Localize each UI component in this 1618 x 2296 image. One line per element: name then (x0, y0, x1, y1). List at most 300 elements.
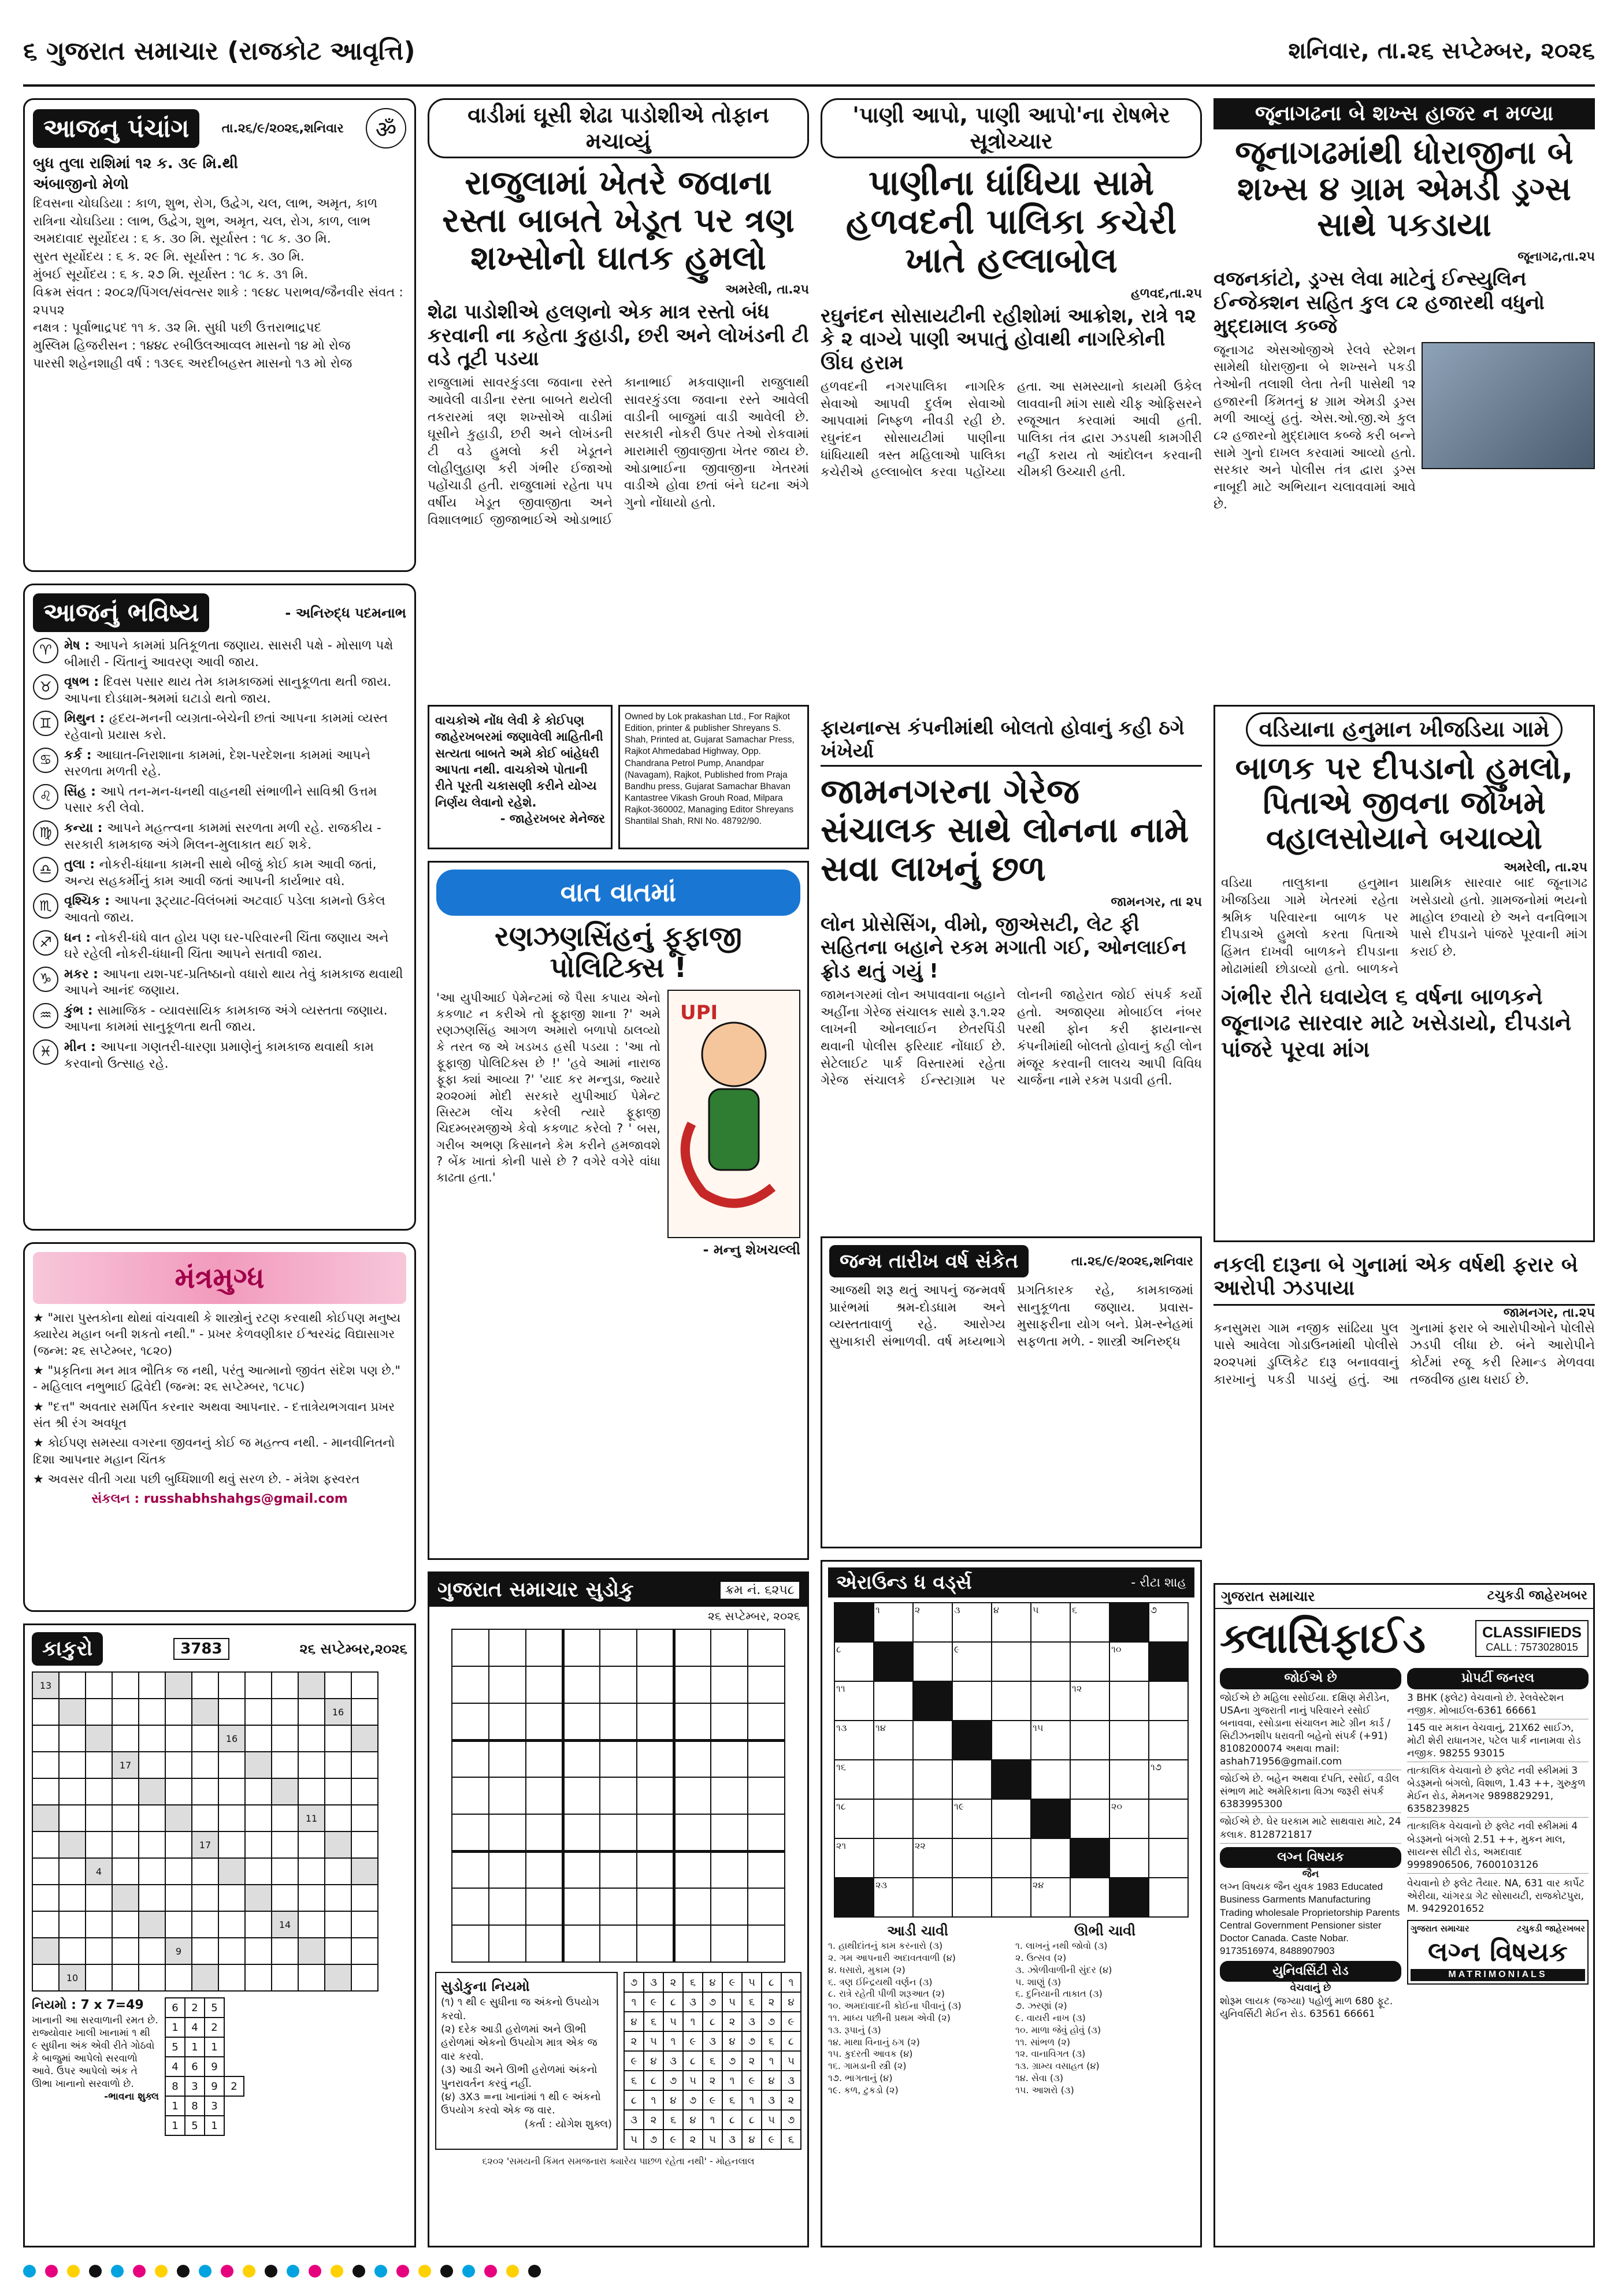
sudoku-answer-cell: ૨ (781, 2090, 801, 2110)
sudoku-cell (748, 1629, 785, 1666)
sudoku-cell (600, 1925, 637, 1962)
kakuro-solution-cell: 9 (205, 2057, 224, 2076)
kakuro-cell (245, 1964, 272, 1991)
rashi-row (33, 930, 406, 963)
sudoku-answer-cell: ૨ (742, 2051, 762, 2071)
mantra-contact: સંકલન : russhabhshahgs@gmail.com (91, 1492, 348, 1507)
sudoku-answer-cell: ૨ (663, 1972, 683, 1992)
crossword-cell (913, 1681, 952, 1721)
kakuro-cell: 17 (112, 1752, 139, 1778)
kakuro-cell (86, 1911, 112, 1938)
sudoku-date: ૨૬ સપ્ટેમ્બર, ૨૦૨૬ (708, 1609, 800, 1623)
crossword-cell (992, 1642, 1031, 1681)
kakuro-cell (272, 1699, 298, 1725)
rashi-text: વૃષભ : દિવસ પસાર થાય તેમ કામકાજમાં સાનુકૂળતા થતી જાય. આપના દોડધામ-શ્રમમાં ઘટાડો થતો જાય. (64, 675, 392, 706)
story-junagadh (1214, 98, 1595, 699)
sudoku-answer-cell: ૫ (742, 1972, 762, 1992)
crossword-cell: ૧૧ (834, 1681, 874, 1721)
crossword-cell: ૧૩ (834, 1721, 874, 1760)
notice-line: જાહેરખબરમાં જણાવેલી માહિતીની (435, 730, 603, 744)
sudoku-answer-cell: ૬ (742, 1992, 762, 2012)
kakuro-grid (32, 1671, 378, 1992)
kakuro-cell (165, 1805, 192, 1831)
sudoku-answer-cell: ૩ (762, 2090, 781, 2110)
cartoon-caption: UPI (680, 1001, 718, 1024)
kakuro-cell (112, 1725, 139, 1752)
sudoku-answer-cell: ૫ (703, 2130, 722, 2149)
sudoku-answer-cell: ૩ (644, 1972, 663, 1992)
crossword-title: એરાઉન્ડ ધ વર્ડ્સ (836, 1571, 972, 1594)
sudoku-answer-cell: ૫ (722, 1992, 742, 2012)
vaat-author: - મન્નુ શેખચલ્લી (703, 1241, 800, 1258)
sudoku-cell (452, 1703, 489, 1740)
rashi-name: કન્યા : (64, 820, 107, 835)
story-jamnagar-body: જામનગરમાં લોન અપાવવાના બહાને અહીંના ગેરેજ સંચાલક સાથે રૂ.૧.૨૨ લાખની ઓનલાઈન છેતરપિંડી થવાની પોલીસ ફરિયાદ નોંધાઈ છે. સેટેલાઈટ પાર્ક વિસ્તારમાં રહેતા ગેરેજ સંચાલકે ઈન્સ્ટાગ્રામ પર લોનની જાહેરાત જોઈ સંપર્ક કર્યો હતો. અજાણ્યા મોબાઈલ નંબર પરથી ફોન કરી ફાયનાન્સ કંપનીમાંથી બોલતો હોવાનું કહી લોન મંજૂર કરવાની લાલચ આપી વિવિધ ચાર્જના નામે રકમ પડાવી હતી. (821, 987, 1202, 1088)
crossword-cell (874, 1838, 913, 1878)
kakuro-cell (192, 1752, 218, 1778)
sudoku-cell (711, 1925, 748, 1962)
mantra-lines (33, 1310, 406, 1487)
sudoku-grid (451, 1629, 785, 1963)
panchang-date: તા.૨૬/૯/૨૦૨૬,શનિવાર (221, 121, 344, 136)
sudoku-cell (489, 1888, 526, 1925)
rashi-text: સિંહ : આપે તન-મન-ધનથી વાહનથી સંભાળીને સાવિશ્રી ઉત્તમ પસાર કરી લેવો. (64, 784, 377, 816)
kakuro-cell (32, 1858, 59, 1885)
kakuro-cell (218, 1699, 245, 1725)
panchang-line: મુંબઈ સૂર્યોદય : ૬ ક. ૨૭ મિ. સૂર્યાસ્ત : ૧૮ ક. ૩૧ મિ. (33, 267, 308, 282)
sudoku-cell (711, 1666, 748, 1703)
kakuro-cell (165, 1672, 192, 1699)
crossword-cell: ૭ (1149, 1603, 1188, 1642)
classified-col2 (1407, 1692, 1589, 1874)
sudoku-cell (674, 1925, 711, 1962)
panchang-lines (33, 153, 406, 373)
kakuro-cell (351, 1911, 378, 1938)
kakuro-solution-cell: 3 (205, 2096, 224, 2116)
kakuro-cell (86, 1938, 112, 1964)
kakuro-cell (112, 1911, 139, 1938)
across-clue: ૨. ગમ આપનારી અદાવતવાળી (૪) (828, 1952, 956, 1963)
lagna-ad-masthead: ગુજરાત સમાચાર (1411, 1923, 1469, 1934)
kakuro-cell (245, 1805, 272, 1831)
kakuro-cell (165, 1885, 192, 1911)
story-rajula-kicker: વાડીમાં ઘૂસી શેઢા પાડોશીએ તોફાન મચાવ્યું (428, 98, 809, 158)
notice-lines (435, 712, 605, 811)
story-junagadh-kicker: જૂનાગઢના બે શખ્સ હાજર ન મળ્યા (1214, 98, 1595, 129)
crossword-cell (1031, 1760, 1070, 1799)
kakuro-cell (112, 1699, 139, 1725)
sudoku-answer-cell: ૨ (644, 2110, 663, 2130)
sudoku-answer-cell: ૩ (683, 1992, 703, 2012)
kakuro-cell (218, 1911, 245, 1938)
classified-title: ક્લાસિફાઈડ (1220, 1614, 1426, 1662)
crossword-cell (1031, 1642, 1070, 1681)
kakuro-cell (245, 1725, 272, 1752)
story-halvad-headline: પાણીના ધાંધિયા સામે હળવદની પાલિકા કચેરી ખાતે હલ્લાબોલ (845, 163, 1177, 281)
sudoku-cell (674, 1629, 711, 1666)
rashi-row (33, 820, 406, 853)
kakuro-cell (32, 1964, 59, 1991)
sudoku-cell (637, 1814, 674, 1851)
sudoku-cell (674, 1888, 711, 1925)
kakuro-solution-cell: 1 (165, 2018, 185, 2037)
kakuro-cell (86, 1964, 112, 1991)
rashi-icon: ♓ (33, 1039, 58, 1065)
kakuro-cell (59, 1858, 86, 1885)
classified-ad: તાત્કાલિક વેચવાનો છે ફ્લેટ નવી સ્કીમમાં 4 બેડરૂમનો બંગલો 2.51 ++, મુકન માલ, સાયન્સ સીટી રોડ, અમદાવાદ 9998906506, 7600103126 (1407, 1820, 1589, 1873)
story-vadiya-kicker: વડિયાના હનુમાન ખીજડિયા ગામે (1246, 712, 1563, 746)
lagna-ad-title: લગ્ન વિષયક (1427, 1935, 1568, 1967)
crossword-cell: ૧૨ (1070, 1681, 1109, 1721)
across-clue: ૧૯. કળ, ટુકડો (૨) (828, 2084, 899, 2096)
kakuro-cell (351, 1885, 378, 1911)
rashi-row (33, 748, 406, 781)
janmadin-title: જન્મ તારીખ વર્ષ સંકેત (829, 1245, 1029, 1277)
story-nakli-dateline: જામનગર, તા.૨૫ (1503, 1305, 1595, 1320)
sudoku-cell (637, 1777, 674, 1814)
crossword-cell: ૩ (952, 1603, 992, 1642)
kakuro-cell (165, 1964, 192, 1991)
sudoku-answer-cell: ૧ (742, 2090, 762, 2110)
crossword-cell: ૬ (1070, 1603, 1109, 1642)
kakuro-cell (112, 1672, 139, 1699)
sudoku-answer-cell: ૪ (781, 1992, 801, 2012)
registration-dot (396, 2265, 409, 2278)
registration-dot (111, 2265, 124, 2278)
kakuro-cell (139, 1858, 165, 1885)
crossword-cell: ૧ (874, 1603, 913, 1642)
registration-dot (133, 2265, 146, 2278)
kakuro-cell (192, 1911, 218, 1938)
kakuro-cell (192, 1938, 218, 1964)
kakuro-solution-cell: 4 (185, 2018, 205, 2037)
sudoku-answer-cell: ૯ (624, 2051, 644, 2071)
panchang-box (23, 98, 416, 572)
kakuro-solution-cell: 2 (205, 2018, 224, 2037)
rashi-row (33, 784, 406, 817)
story-vadiya-subhead: ગંભીર રીતે ઘવાયેલ ૬ વર્ષના બાળકને જૂનાગઢ સારવાર માટે ખસેડાયો, દીપડાને પાંજરે પૂરવા માંગ (1221, 983, 1572, 1062)
kakuro-solution-cell: 8 (185, 2096, 205, 2116)
sudoku-rule: (૩) આડી અને ઊભી હરોળમાં અંકનો પુનરાવર્તન કરવું નહીં. (441, 2064, 598, 2090)
story-nakli-daru (1214, 1254, 1595, 1577)
kakuro-cell (245, 1938, 272, 1964)
story-vadiya (1214, 705, 1595, 1242)
panchang-line: વિક્રમ સંવત : ૨૦૮૨/પિંગલ/સંવત્સર શાકે : ૧૯૪૮ પરાભવ/જૈનવીર સંવત : ૨૫૫૨ (33, 285, 403, 318)
kakuro-solution-cell: 5 (205, 1998, 224, 2018)
story-rajula-dateline: અમરેલી, તા.૨૫ (725, 282, 809, 297)
rashi-name: ધન : (64, 930, 95, 945)
kakuro-cell (32, 1911, 59, 1938)
sudoku-cell (452, 1814, 489, 1851)
down-clue: ૧. લાખનું નથી જોવો (૩) (1015, 1940, 1108, 1952)
crossword-cell (874, 1642, 913, 1681)
kakuro-cell (351, 1752, 378, 1778)
page-header (23, 17, 1595, 87)
sudoku-answer-cell: ૭ (663, 2071, 683, 2090)
registration-dot (440, 2265, 453, 2278)
kakuro-cell: 4 (86, 1858, 112, 1885)
crossword-cell: ૧૭ (1149, 1760, 1188, 1799)
kakuro-cell (139, 1964, 165, 1991)
kakuro-cell (325, 1778, 351, 1805)
sudoku-answer-cell: ૪ (663, 2090, 683, 2110)
crossword-cell (1149, 1681, 1188, 1721)
registration-dot (484, 2265, 497, 2278)
sudoku-answer-cell: ૩ (663, 2051, 683, 2071)
rashi-icon: ♏ (33, 893, 58, 919)
sudoku-cell (748, 1777, 785, 1814)
kakuro-cell (325, 1885, 351, 1911)
sudoku-answer-cell: ૮ (762, 1972, 781, 1992)
kakuro-cell (139, 1885, 165, 1911)
sudoku-cell (637, 1703, 674, 1740)
sudoku-answer-cell: ૭ (683, 2090, 703, 2110)
registration-dot (374, 2265, 387, 2278)
across-clue: ૧૧. માધ્ય પછીની પ્રથમ એવી (૨) (828, 2012, 951, 2023)
kakuro-cell (325, 1831, 351, 1858)
sudoku-cell (489, 1814, 526, 1851)
kakuro-cell (272, 1672, 298, 1699)
kakuro-solution-cell: 5 (185, 2116, 205, 2135)
sudoku-answer-cell: ૫ (683, 2071, 703, 2090)
kakuro-cell (351, 1672, 378, 1699)
sudoku-answer-cell: ૩ (703, 2031, 722, 2051)
sudoku-masthead: ગુજરાત સમાચાર સુડોકુ (437, 1578, 634, 1602)
sudoku-cell (563, 1888, 600, 1925)
kakuro-cell (298, 1699, 325, 1725)
crossword-cell: ૨૩ (874, 1878, 913, 1917)
kakuro-cell (298, 1672, 325, 1699)
rashi-icon: ♐ (33, 930, 58, 956)
crossword-cell: ૧૯ (952, 1799, 992, 1838)
registration-dot (287, 2265, 299, 2278)
sudoku-answer-cell: ૨ (624, 2031, 644, 2051)
kakuro-cell (351, 1938, 378, 1964)
mantra-box (23, 1242, 416, 1612)
kakuro-cell (112, 1805, 139, 1831)
story-jamnagar-kicker: ફાયનાન્સ કંપનીમાંથી બોલતો હોવાનું કહી ઠગે ખંખેર્યા (821, 716, 1202, 767)
rashi-text: મીન : આપના ગણતરી-ધારણા પ્રમાણેનું કામકાજ થવાથી કામ કરવાનો ઉત્સાહ રહે. (64, 1040, 374, 1071)
kakuro-cell (165, 1699, 192, 1725)
crossword-cell (1149, 1799, 1188, 1838)
crossword-cell (992, 1878, 1031, 1917)
crossword-cell (913, 1799, 952, 1838)
kakuro-cell (245, 1858, 272, 1885)
crossword-cell: ૪ (992, 1603, 1031, 1642)
kakuro-cell (192, 1964, 218, 1991)
sudoku-answer-cell: ૫ (781, 2051, 801, 2071)
sudoku-cell (452, 1629, 489, 1666)
sudoku-cell (748, 1888, 785, 1925)
story-jamnagar-subhead: લોન પ્રોસેસિંગ, વીમો, જીએસટી, લેટ ફી સહિતના બહાને રકમ મગાતી ગઈ, ઓનલાઈન ફ્રોડ થતું ગયું ! (821, 912, 1187, 983)
sudoku-answer-cell: ૭ (722, 2051, 742, 2071)
kakuro-cell (112, 1858, 139, 1885)
sudoku-answer-cell: ૬ (683, 1972, 703, 1992)
sudoku-cell (526, 1666, 563, 1703)
registration-dot (243, 2265, 255, 2278)
story-jamnagar-loan (821, 716, 1202, 1225)
kakuro-box (23, 1623, 416, 2247)
panchang-title: આજનુ પંચાંગ (33, 109, 199, 148)
sudoku-cell (637, 1925, 674, 1962)
crossword-cell (874, 1760, 913, 1799)
kakuro-cell (298, 1964, 325, 1991)
rashi-icon: ♋ (33, 748, 58, 773)
kakuro-cell (351, 1699, 378, 1725)
sudoku-label: ક્રમ નં. ૬૨૫૮ (721, 1582, 799, 1599)
sudoku-cell (674, 1814, 711, 1851)
sudoku-cell (489, 1925, 526, 1962)
registration-dot (45, 2265, 58, 2278)
sudoku-cell (637, 1851, 674, 1888)
down-clue: ૬. દુનિયાની તાકાત (૩) (1015, 1988, 1103, 2000)
crossword-cell (1070, 1799, 1109, 1838)
rashi-name: મકર : (64, 967, 103, 982)
crossword-cell: ૫ (1031, 1603, 1070, 1642)
kakuro-cell (112, 1885, 139, 1911)
story-nakli-headline: નકલી દારૂના બે ગુનામાં એક વર્ષથી ફરાર બે આરોપી ઝડપાયા (1214, 1254, 1595, 1306)
across-clue: ૧૭. ભાગતાનું (૪) (828, 2072, 893, 2083)
mantra-quote: ★ અવસર વીતી ગયા પછી બુધ્ધિશાળી થવું સરળ છે. - મંત્રેશ ફસ્વરત (33, 1472, 360, 1487)
kakuro-cell (245, 1778, 272, 1805)
kakuro-cell (325, 1672, 351, 1699)
kakuro-solution-cell: 1 (165, 2096, 185, 2116)
sudoku-answer-cell: ૬ (762, 2031, 781, 2051)
rashi-name: મેષ : (64, 638, 94, 653)
kakuro-cell (272, 1778, 298, 1805)
rashi-text: મકર : આપના યશ-પદ-પ્રતિષ્ઠાનો વધારો થાય તેવું કામકાજ થવાથી આપને આનંદ જણાય. (64, 967, 403, 998)
rashi-row (33, 674, 406, 707)
kakuro-cell (112, 1778, 139, 1805)
panchang-line: દિવસના ચોઘડિયા : કાળ, શુભ, રોગ, ઉદ્વેગ, ચલ, લાભ, અમૃત, કાળ (33, 196, 378, 211)
kakuro-title: કાકુરો (32, 1632, 103, 1666)
crossword-cell: ૧૮ (834, 1799, 874, 1838)
sudoku-cell (526, 1925, 563, 1962)
kakuro-solution-cell: 5 (165, 2037, 185, 2057)
mantra-quote: ★ "મારા પુસ્તકોના થોથાં વાંચવાથી કે શાસ્ત્રોનું રટણ કરવાથી કોઈપણ મનુષ્ય ક્યારેય મહાન બની શકતો નથી." - પ્રખર કેળવણીકાર ઈશ્વરચંદ્ર વિદ્યાસાગર (જન્મ: ૨૬ સપ્ટેમ્બર, ૧૮૨૦) (33, 1311, 401, 1358)
kakuro-cell (112, 1964, 139, 1991)
sudoku-answer-cell: ૧ (644, 2090, 663, 2110)
sudoku-answer-cell: ૧ (781, 1972, 801, 1992)
panchang-line: સુરત સૂર્યોદય : ૬ ક. ૨૯ મિ. સૂર્યાસ્ત : ૧૮ ક. ૩૦ મિ. (33, 250, 305, 265)
vaat-body: 'આ યુપીઆઈ પેમેન્ટમાં જે પૈસા કપાય એનો કકળાટ ન કરીએ તો ફૂફાજી શાના ?' અમે રણઝણસિંહ આગળ અમારો બળાપો ઠાલવ્યો કે તરત જ એ ખડખડ હસી પડયા : 'આ તો ફૂફાજી પોલિટિક્સ છે !' 'હવે આમાં નારાજ ફૂફા ક્યાં આવ્યા ?' 'યાદ કર મન્નુડા, જ્યારે ૨૦૨૦માં મોદી સરકારે યુપીઆઈ પેમેન્ટ સિસ્ટમ લોંચ કરેલી ત્યારે ફૂફાજી ચિદમ્બરમજીએ કેવો કકળાટ કરેલો ? ' બસ, ગરીબ અભણ કિસાનને કેમ કરીને હમજાવશે ? બેંક ખાતાં કોની પાસે છે ? વગેરે વગેરે વાંધા કાઢતા હતા.' (436, 990, 660, 1185)
kakuro-cell (245, 1699, 272, 1725)
sudoku-cell (563, 1740, 600, 1777)
sudoku-rule: (૨) દરેક આડી હરોળમાં અને ઊભી હરોળમાં એકનો ઉપયોગ માત્ર એક જ વાર કરવો. (441, 2023, 598, 2063)
kakuro-cell (351, 1831, 378, 1858)
kakuro-cell (165, 1911, 192, 1938)
sudoku-cell (600, 1814, 637, 1851)
sudoku-cell (674, 1777, 711, 1814)
kakuro-solution-cell: 6 (165, 1998, 185, 2018)
sudoku-answer-cell: ૮ (722, 2110, 742, 2130)
sudoku-answer-cell: ૧ (762, 2051, 781, 2071)
sudoku-answer-cell: ૨ (683, 2130, 703, 2149)
sudoku-cell (526, 1888, 563, 1925)
kakuro-cell (351, 1858, 378, 1885)
kakuro-cell (272, 1964, 298, 1991)
notice-line: સત્યતા બાબતે અમે કોઈ બાંહેધરી (435, 746, 599, 760)
sudoku-answer-cell: ૫ (762, 2110, 781, 2130)
sudoku-answer-cell: ૯ (663, 2130, 683, 2149)
crossword-down-clues (1015, 1940, 1194, 2096)
crossword-cell (1070, 1838, 1109, 1878)
classified-masthead: ગુજરાત સમાચાર (1221, 1588, 1315, 1604)
kakuro-cell (32, 1752, 59, 1778)
rashi-name: મિથુન : (64, 711, 109, 726)
ganesha-icon: ॐ (366, 108, 406, 148)
sudoku-answer-cell: ૮ (624, 2090, 644, 2110)
sudoku-cell (526, 1814, 563, 1851)
kakuro-cell (192, 1885, 218, 1911)
sudoku-answer-cell: ૭ (624, 1972, 644, 1992)
classified-ad: તાત્કાલિક વેચવાનો છે ફ્લેટ નવી સ્કીમમાં 3 બેડરૂમનો બંગલો, વિશાળ, 1.43 ++, ગુરુકુળ મેઈન રોડ, મેમનગર 9898829291, 6358239825 (1407, 1764, 1589, 1818)
crossword-cell: ૨૨ (913, 1838, 952, 1878)
sudoku-answer-cell: ૬ (644, 2012, 663, 2031)
crossword-grid (834, 1602, 1189, 1918)
registration-dot (265, 2265, 277, 2278)
classified-col2-title: પ્રોપર્ટી જનરલ (1407, 1668, 1589, 1689)
across-clue: ૪. ધસારો, મુકામ (૨) (828, 1964, 906, 1975)
rashi-text: કુંભ : સામાજિક - વ્યાવસાયિક કામકાજ અંગે વ્યસ્તતા જણાય. આપના કામમાં સાનુકૂળતા થતી જાય. (64, 1003, 388, 1035)
classified-col1 (1220, 1692, 1401, 1844)
story-junagadh-subhead: વજનકાંટો, ડ્રગ્સ લેવા માટેનું ઈન્સ્યુલિન ઈન્જેક્શન સહિત કુલ ૮૨ હજારથી વધુનો મુદ્દામાલ કબ્જે (1214, 268, 1545, 338)
down-clue: ૯. વાયરી નાખ (૩) (1015, 2012, 1086, 2023)
crossword-cell (913, 1878, 952, 1917)
rashi-icon: ♎ (33, 857, 58, 882)
sudoku-answer-grid (624, 1972, 801, 2150)
story-vadiya-dateline: અમરેલી, તા.૨૫ (1504, 860, 1587, 875)
sudoku-answer-cell: ૩ (742, 2012, 762, 2031)
kakuro-cell (245, 1672, 272, 1699)
kakuro-cell (32, 1885, 59, 1911)
kakuro-cell (139, 1911, 165, 1938)
kakuro-cell (32, 1725, 59, 1752)
kakuro-solution-cell: 8 (165, 2076, 185, 2096)
registration-dot (89, 2265, 102, 2278)
sudoku-answer-cell: ૯ (742, 2071, 762, 2090)
rashi-text: ધન : નોકરી-ધંધે વાત હોય પણ ઘર-પરિવારની ચિંતા જણાય અને ઘરે રહેલી નોકરી-ધંધાની ચિંતા આપને સતાવી જાય. (64, 930, 389, 962)
crossword-cell: ૯ (952, 1642, 992, 1681)
kakuro-cell: 17 (192, 1831, 218, 1858)
sudoku-cell (674, 1851, 711, 1888)
registration-dot (67, 2265, 80, 2278)
kakuro-cell (245, 1752, 272, 1778)
sudoku-cell (674, 1740, 711, 1777)
across-clue: ૮. રાત્રે રહેતી પીળી શરૂઆત (૨) (828, 1988, 945, 2000)
sudoku-answer-cell: ૪ (762, 2071, 781, 2090)
crossword-box (821, 1560, 1202, 2247)
vaat-headline: રણઝણસિંહનું ફૂફાજી પોલિટિક્સ ! (495, 920, 742, 984)
panchang-line: મુસ્લિમ હિજરીસન : ૧૪૪૮ રબીઉલઆવ્વલ માસનો ૧૪ મો રોજ (33, 339, 351, 354)
story-junagadh-body: જૂનાગઢ એસઓજીએ રેલવે સ્ટેશન સામેથી ધોરાજીના બે શખ્સને પકડી તેઓની તલાશી લેતા તેની પાસેથી ૧૨ હજારની કિંમતનું ૪ ગ્રામ એમડી ડ્રગ્સ મળી આવ્યું હતું. એસ.ઓ.જી.એ કુલ ૮૨ હજારનો મુદ્દામાલ કબ્જે કરી બન્ને સામે ગુનો દાખલ કરવામાં આવ્યો હતો. સરકાર અને પોલીસ તંત્ર દ્વારા ડ્રગ્સ નાબૂદી માટે અભિયાન ચલાવવામાં આવે છે. (1214, 343, 1416, 512)
rashi-text: મિથુન : હૃદય-મનની વ્યગ્રતા-બેચેની છતાં આપના કામમાં વ્યસ્ત રહેવાનો પ્રયાસ કરો. (64, 711, 388, 742)
sudoku-author: (કર્તા : યોગેશ શુક્લ) (524, 2117, 612, 2130)
sudoku-cell (526, 1777, 563, 1814)
kakuro-cell (245, 1911, 272, 1938)
kakuro-solution-cell: 1 (205, 2116, 224, 2135)
sudoku-answer-cell: ૮ (683, 2051, 703, 2071)
sudoku-cell (600, 1666, 637, 1703)
mantra-banner (33, 1252, 406, 1304)
sudoku-answer-cell: ૯ (762, 2130, 781, 2149)
accused-photo (1422, 342, 1595, 469)
kakuro-cell: 13 (32, 1672, 59, 1699)
classified-ad: 3 BHK (ફ્લેટ) વેચવાનો છે. રેલવેસ્ટેશન નજીક. મોબાઈલ-6361 66661 (1407, 1692, 1589, 1719)
sudoku-answer-cell: ૩ (781, 2071, 801, 2090)
janmadin-date: તા.૨૬/૯/૨૦૨૬,શનિવાર (1071, 1254, 1193, 1269)
rashi-text: તુલા : નોકરી-ધંધાના કામની સાથે બીજું કોઈ કામ આવી જતાં, અન્ય સહકર્મીનું કામ આવી જતાં આપની કાર્યભાર વધે. (64, 857, 377, 889)
